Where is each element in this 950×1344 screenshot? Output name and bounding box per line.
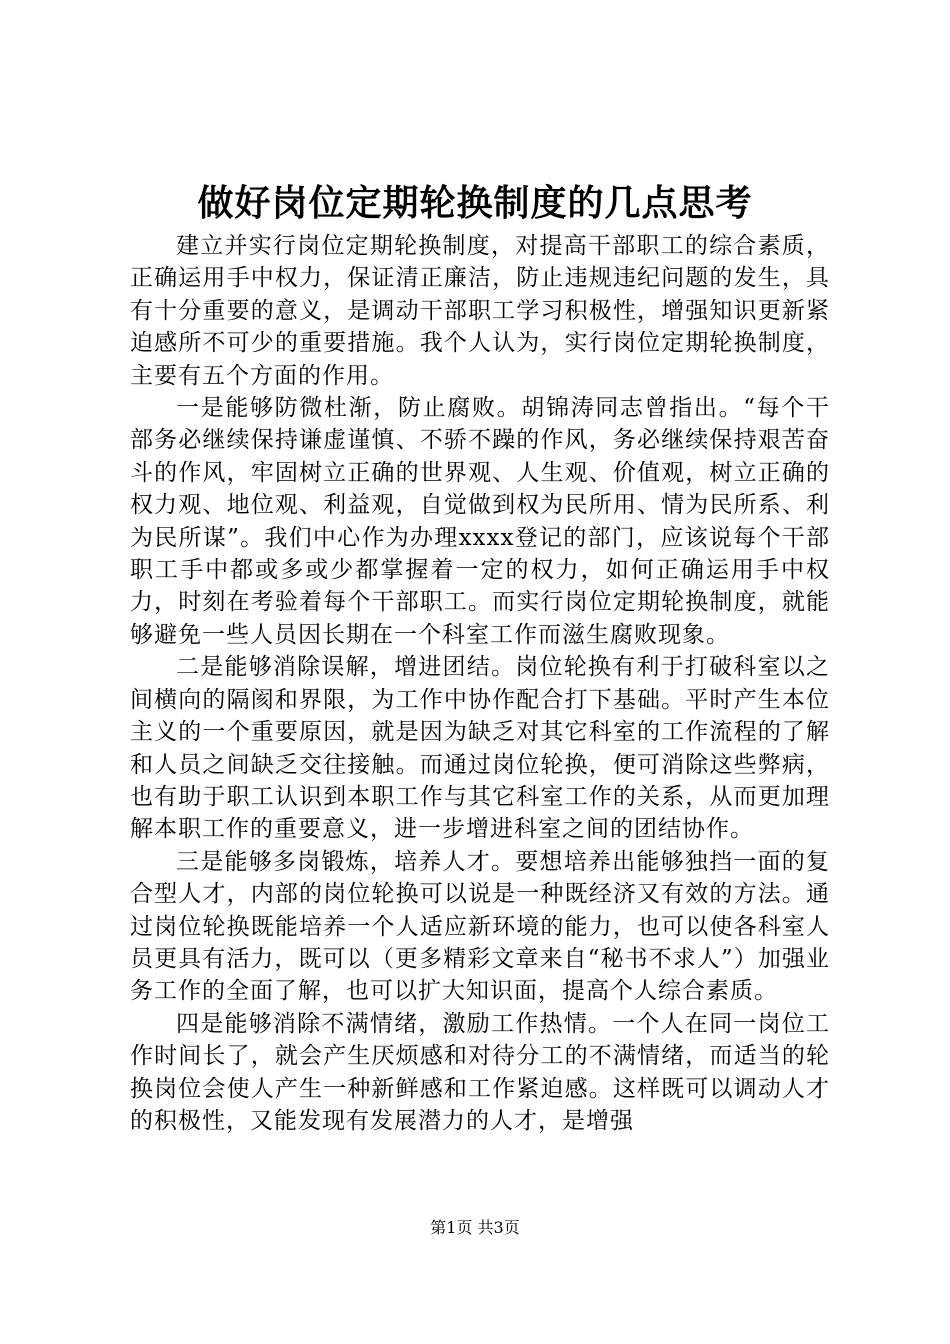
paragraph-point-three: 三是能够多岗锻炼，培养人才。要想培养出能够独挡一面的复合型人才，内部的岗位轮换可以说是一种既经济又有效的方法。通过岗位轮换既能培养一个人适应新环境的能力，也可以使各科室人员更具有活力，既可以（更多精彩文章来自“秘书不求人”）加强业务工作的全面了解，也可以扩大知识面，提高个人综合素质。 (130, 848, 830, 1005)
paragraph-point-four: 四是能够消除不满情绪，激励工作热情。一个人在同一岗位工作时间长了，就会产生厌烦感和对待分工的不满情绪，而适当的轮换岗位会使人产生一种新鲜感和工作紧迫感。这样既可以调动人才的积极性，又能发现有发展潜力的人才，是增强 (130, 1010, 830, 1134)
paragraph-point-two: 二是能够消除误解，增进团结。岗位轮换有利于打破科室以之间横向的隔阂和界限，为工作中协作配合打下基础。平时产生本位主义的一个重要原因，就是因为缺乏对其它科室的工作流程的了解和人员之间缺乏交往接触。而通过岗位轮换，便可消除这些弊病，也有助于职工认识到本职工作与其它科室工作的关系，从而更加理解本职工作的重要意义，进一步增进科室之间的团结协作。 (130, 654, 830, 843)
document-title: 做好岗位定期轮换制度的几点思考 (197, 183, 753, 224)
document-body (130, 230, 830, 1137)
paragraph-point-one: 一是能够防微杜渐，防止腐败。胡锦涛同志曾指出。“每个干部务必继续保持谦虚谨慎、不骄不躁的作风，务必继续保持艰苦奋斗的作风，牢固树立正确的世界观、人生观、价值观，树立正确的权力观、地位观、利益观，自觉做到权为民所用、情为民所系、利为民所谋”。我们中心作为办理xxxx登记的部门，应该说每个干部职工手中都或多或少都掌握着一定的权力，如何正确运用手中权力，时刻在考验着每个干部职工。而实行岗位定期轮换制度，就能够避免一些人员因长期在一个科室工作而滋生腐败现象。 (130, 395, 830, 648)
page-number-footer: 第1页 共3页 (430, 1218, 520, 1237)
paragraph-intro: 建立并实行岗位定期轮换制度，对提高干部职工的综合素质，正确运用手中权力，保证清正廉洁，防止违规违纪问题的发生，具有十分重要的意义，是调动干部职工学习积极性，增强知识更新紧迫感所不可少的重要措施。我个人认为，实行岗位定期轮换制度，主要有五个方面的作用。 (130, 233, 830, 389)
